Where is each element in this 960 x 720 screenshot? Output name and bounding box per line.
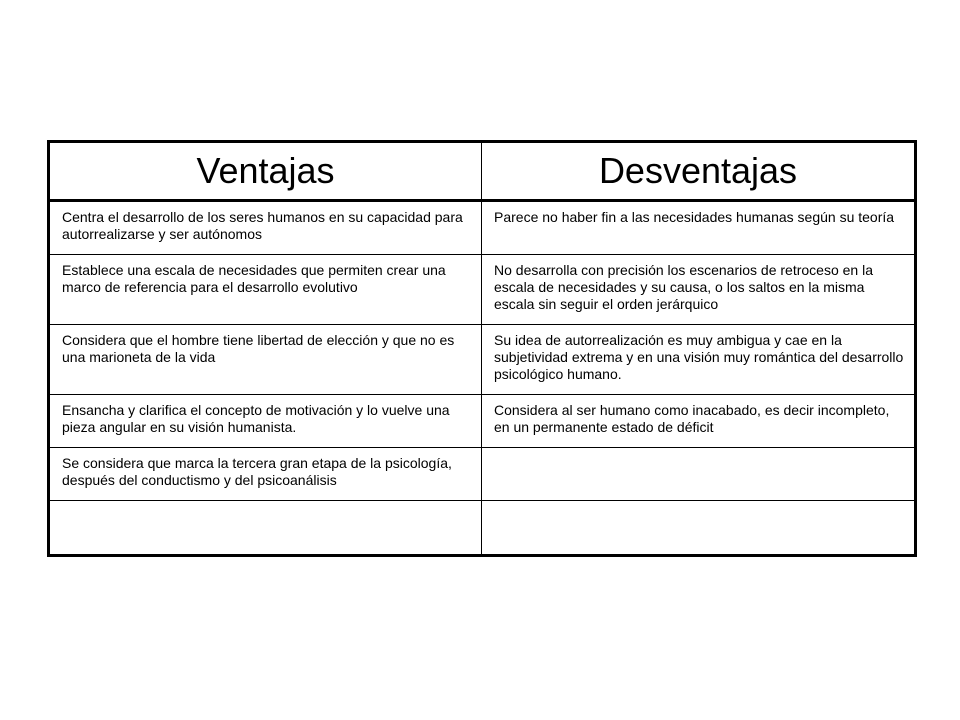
- ventaja-cell: Centra el desarrollo de los seres humanos en su capacidad para autorrealizarse y ser autónomos: [49, 201, 482, 255]
- table-row: [49, 448, 916, 501]
- header-ventajas: Ventajas: [49, 142, 482, 201]
- ventaja-cell: Ensancha y clarifica el concepto de motivación y lo vuelve una pieza angular en su visión humanista.: [49, 395, 482, 448]
- ventaja-cell: Se considera que marca la tercera gran etapa de la psicología, después del conductismo y del psicoanálisis: [49, 448, 482, 501]
- desventaja-cell: Su idea de autorrealización es muy ambigua y cae en la subjetividad extrema y en una visión muy romántica del desarrollo psicológico humano.: [482, 325, 916, 395]
- empty-cell: [482, 501, 916, 556]
- table-row: [49, 395, 916, 448]
- table-row: [49, 201, 916, 255]
- table-row: [49, 325, 916, 395]
- header-row: [49, 142, 916, 201]
- empty-cell: [49, 501, 482, 556]
- desventaja-cell: Parece no haber fin a las necesidades humanas según su teoría: [482, 201, 916, 255]
- empty-cell: [482, 448, 916, 501]
- comparison-table: [47, 140, 917, 557]
- ventaja-cell: Considera que el hombre tiene libertad de elección y que no es una marioneta de la vida: [49, 325, 482, 395]
- empty-row: [49, 501, 916, 556]
- desventaja-cell: Considera al ser humano como inacabado, es decir incompleto, en un permanente estado de déficit: [482, 395, 916, 448]
- desventaja-cell: No desarrolla con precisión los escenarios de retroceso en la escala de necesidades y su causa, o los saltos en la misma escala sin seguir el orden jerárquico: [482, 255, 916, 325]
- header-desventajas: Desventajas: [482, 142, 916, 201]
- ventaja-cell: Establece una escala de necesidades que permiten crear una marco de referencia para el desarrollo evolutivo: [49, 255, 482, 325]
- table-row: [49, 255, 916, 325]
